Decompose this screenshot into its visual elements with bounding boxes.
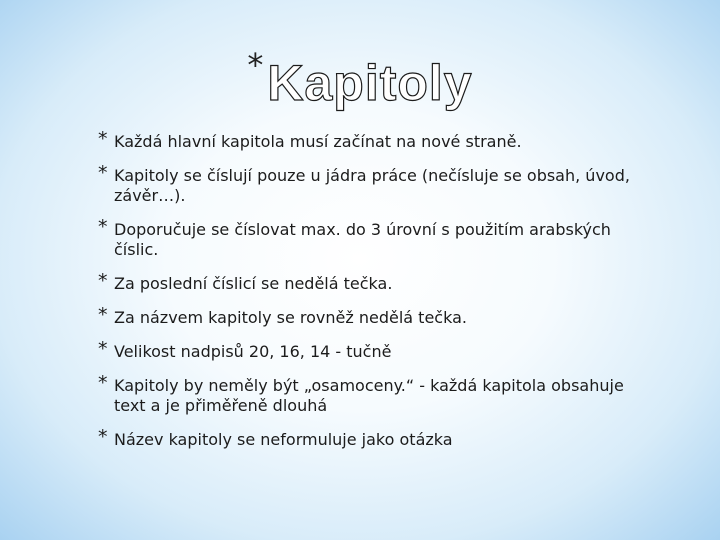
bullet-asterisk-icon: * <box>98 216 108 238</box>
bullet-item <box>98 426 638 450</box>
bullet-text: Velikost nadpisů 20, 16, 14 - tučně <box>114 342 392 361</box>
bullet-item <box>98 128 638 152</box>
bullet-asterisk-icon: * <box>98 426 108 448</box>
bullet-list <box>98 128 638 464</box>
bullet-text: Doporučuje se číslovat max. do 3 úrovní s použitím arabských číslic. <box>114 220 611 259</box>
bullet-text: Za názvem kapitoly se rovněž nedělá tečka. <box>114 308 467 327</box>
bullet-asterisk-icon: * <box>98 270 108 292</box>
bullet-asterisk-icon: * <box>98 372 108 394</box>
bullet-asterisk-icon: * <box>98 162 108 184</box>
bullet-asterisk-icon: * <box>98 338 108 360</box>
bullet-item <box>98 270 638 294</box>
bullet-asterisk-icon: * <box>98 304 108 326</box>
title-asterisk-icon: * <box>247 46 264 84</box>
bullet-item <box>98 304 638 328</box>
bullet-item <box>98 162 638 206</box>
bullet-item <box>98 338 638 362</box>
bullet-text: Kapitoly se číslují pouze u jádra práce (nečísluje se obsah, úvod, závěr…). <box>114 166 630 205</box>
bullet-text: Kapitoly by neměly být „osamoceny.“ - každá kapitola obsahuje text a je přiměřeně dlouhá <box>114 376 624 415</box>
bullet-text: Za poslední číslicí se nedělá tečka. <box>114 274 393 293</box>
slide-title: Kapitoly <box>267 55 473 111</box>
bullet-item <box>98 216 638 260</box>
bullet-text: Název kapitoly se neformuluje jako otázka <box>114 430 453 449</box>
bullet-text: Každá hlavní kapitola musí začínat na nové straně. <box>114 132 522 151</box>
bullet-item <box>98 372 638 416</box>
title-area <box>0 40 720 111</box>
bullet-asterisk-icon: * <box>98 128 108 150</box>
